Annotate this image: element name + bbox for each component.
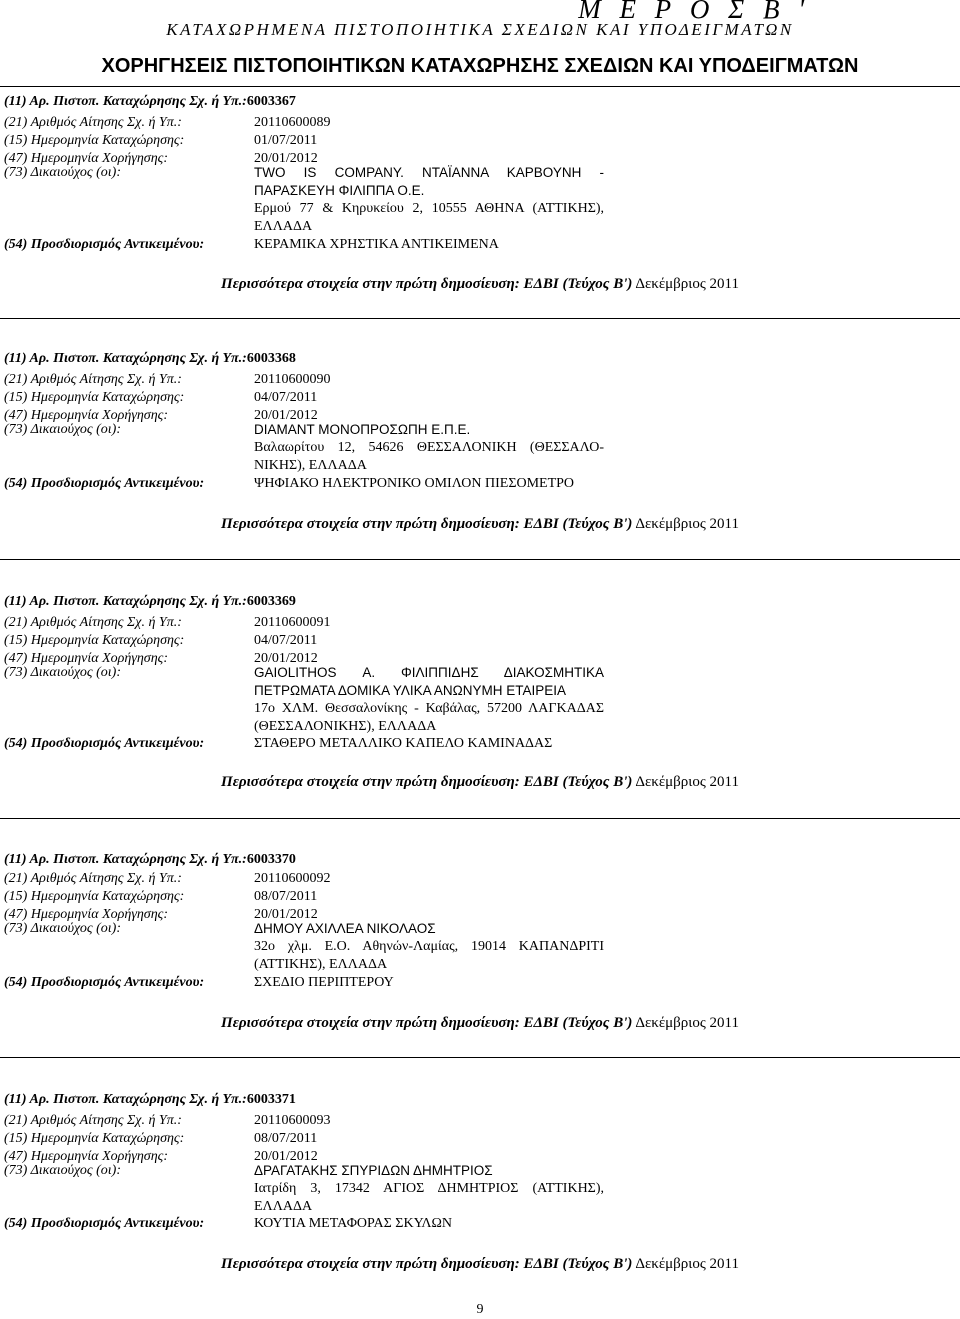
filing-date-label: (15) Ημερομηνία Καταχώρησης: bbox=[4, 633, 185, 648]
product: ΣΤΑΘΕΡΟ ΜΕΤΑΛΛΙΚΟ ΚΑΠΕΛΟ ΚΑΜΙΝΑΔΑΣ bbox=[254, 736, 553, 751]
product: ΚΕΡΑΜΙΚΑ ΧΡΗΣΤΙΚΑ ΑΝΤΙΚΕΙΜΕΝΑ bbox=[254, 237, 499, 252]
grant-date-label: (47) Ημερομηνία Χορήγησης: bbox=[4, 151, 168, 166]
page-number: 9 bbox=[476, 1302, 484, 1317]
record-title: (11) Αρ. Πιστοπ. Καταχώρησης Σχ. ή Υπ.:6003369 bbox=[4, 594, 296, 609]
holder-name: GAIOLITHOS Α. ΦΙΛΙΠΠΙΔΗΣ ΔΙΑΚΟΣΜΗΤΙΚΑ ΠΕΤΡΩΜΑΤΑ ΔΟΜΙΚΑ ΥΛΙΚΑ ΑΝΩΝΥΜΗ ΕΤΑΙΡΕΙΑ bbox=[254, 665, 604, 698]
more-info-date: Δεκέμβριος 2011 bbox=[635, 1015, 739, 1031]
section-title: ΧΟΡΗΓΗΣΕΙΣ ΠΙΣΤΟΠΟΙΗΤΙΚΩΝ ΚΑΤΑΧΩΡΗΣΗΣ ΣΧΕΔΙΩΝ ΚΑΙ ΥΠΟΔΕΙΓΜΑΤΩΝ bbox=[101, 55, 859, 77]
grant-date-label: (47) Ημερομηνία Χορήγησης: bbox=[4, 651, 168, 666]
filing-date: 04/07/2011 bbox=[254, 390, 318, 405]
holder-address: Ερμού 77 & Κηρυκείου 2, 10555 ΑΘΗΝΑ (ΑΤΤΙΚΗΣ), ΕΛΛΑΔΑ bbox=[254, 201, 604, 234]
divider bbox=[0, 1057, 960, 1058]
holders-label: (73) Δικαιούχος (οι): bbox=[4, 165, 121, 180]
record-title: (11) Αρ. Πιστοπ. Καταχώρησης Σχ. ή Υπ.:6003368 bbox=[4, 351, 296, 366]
filing-date: 08/07/2011 bbox=[254, 1131, 318, 1146]
holders bbox=[254, 164, 604, 236]
record-title: (11) Αρ. Πιστοπ. Καταχώρησης Σχ. ή Υπ.:6003371 bbox=[4, 1092, 296, 1107]
divider bbox=[0, 818, 960, 819]
grant-date: 20/01/2012 bbox=[254, 907, 318, 922]
product: ΨΗΦΙΑΚΟ ΗΛΕΚΤΡΟΝΙΚΟ ΟΜΙΛΟΝ ΠΙΕΣΟΜΕΤΡΟ bbox=[254, 476, 575, 491]
divider bbox=[0, 559, 960, 560]
product: ΚΟΥΤΙΑ ΜΕΤΑΦΟΡΑΣ ΣΚΥΛΩΝ bbox=[254, 1216, 453, 1231]
register-heading: ΚΑΤΑΧΩΡΗΜΕΝΑ ΠΙΣΤΟΠΟΙΗΤΙΚΑ ΣΧΕΔΙΩΝ ΚΑΙ ΥΠΟΔΕΙΓΜΑΤΩΝ bbox=[166, 20, 794, 39]
application-no: 20110600092 bbox=[254, 871, 331, 886]
filing-date: 08/07/2011 bbox=[254, 889, 318, 904]
holders-label: (73) Δικαιούχος (οι): bbox=[4, 665, 121, 680]
grant-date: 20/01/2012 bbox=[254, 1149, 318, 1164]
more-info bbox=[0, 1015, 960, 1032]
application-no: 20110600090 bbox=[254, 372, 331, 387]
record-title: (11) Αρ. Πιστοπ. Καταχώρησης Σχ. ή Υπ.:6003367 bbox=[4, 94, 296, 109]
more-info-text: Περισσότερα στοιχεία στην πρώτη δημοσίευση: ΕΔΒΙ (Τεύχος Β') bbox=[221, 516, 633, 532]
more-info-date: Δεκέμβριος 2011 bbox=[635, 516, 739, 532]
divider bbox=[0, 86, 960, 87]
application-no: 20110600093 bbox=[254, 1113, 331, 1128]
divider bbox=[0, 318, 960, 319]
product-label: (54) Προσδιορισμός Αντικειμένου: bbox=[4, 476, 205, 491]
product-label: (54) Προσδιορισμός Αντικειμένου: bbox=[4, 1216, 205, 1231]
grant-date: 20/01/2012 bbox=[254, 651, 318, 666]
filing-date: 01/07/2011 bbox=[254, 133, 318, 148]
application-no-label: (21) Αριθμός Αίτησης Σχ. ή Υπ.: bbox=[4, 1113, 182, 1128]
more-info-text: Περισσότερα στοιχεία στην πρώτη δημοσίευση: ΕΔΒΙ (Τεύχος Β') bbox=[221, 1256, 633, 1272]
grant-date-label: (47) Ημερομηνία Χορήγησης: bbox=[4, 408, 168, 423]
more-info-text: Περισσότερα στοιχεία στην πρώτη δημοσίευση: ΕΔΒΙ (Τεύχος Β') bbox=[221, 276, 633, 292]
holders-label: (73) Δικαιούχος (οι): bbox=[4, 1163, 121, 1178]
more-info bbox=[0, 774, 960, 791]
holder-address: 17ο ΧΛΜ. Θεσσαλονίκης - Καβάλας, 57200 ΛΑΓΚΑΔΑΣ (ΘΕΣΣΑΛΟΝΙΚΗΣ), ΕΛΛΑΔΑ bbox=[254, 701, 604, 734]
grant-date: 20/01/2012 bbox=[254, 408, 318, 423]
application-no-label: (21) Αριθμός Αίτησης Σχ. ή Υπ.: bbox=[4, 372, 182, 387]
holders bbox=[254, 421, 604, 475]
grant-date: 20/01/2012 bbox=[254, 151, 318, 166]
more-info-date: Δεκέμβριος 2011 bbox=[635, 774, 739, 790]
filing-date: 04/07/2011 bbox=[254, 633, 318, 648]
holders bbox=[254, 920, 604, 974]
more-info-date: Δεκέμβριος 2011 bbox=[635, 1256, 739, 1272]
product-label: (54) Προσδιορισμός Αντικειμένου: bbox=[4, 237, 205, 252]
holder-name: DIAMANT ΜΟΝΟΠΡΟΣΩΠΗ Ε.Π.Ε. bbox=[254, 422, 471, 437]
holder-address: 32ο χλμ. Ε.Ο. Αθηνών-Λαμίας, 19014 ΚΑΠΑΝΔΡΙΤΙ (ΑΤΤΙΚΗΣ), ΕΛΛΑΔΑ bbox=[254, 939, 604, 972]
holder-address: Ιατρίδη 3, 17342 ΑΓΙΟΣ ΔΗΜΗΤΡΙΟΣ (ΑΤΤΙΚΗΣ), ΕΛΛΑΔΑ bbox=[254, 1181, 604, 1214]
application-no-label: (21) Αριθμός Αίτησης Σχ. ή Υπ.: bbox=[4, 871, 182, 886]
filing-date-label: (15) Ημερομηνία Καταχώρησης: bbox=[4, 133, 185, 148]
filing-date-label: (15) Ημερομηνία Καταχώρησης: bbox=[4, 390, 185, 405]
filing-date-label: (15) Ημερομηνία Καταχώρησης: bbox=[4, 889, 185, 904]
part-heading: Μ Ε Ρ Ο Σ Β ' bbox=[578, 0, 810, 24]
record-title: (11) Αρ. Πιστοπ. Καταχώρησης Σχ. ή Υπ.:6003370 bbox=[4, 852, 296, 867]
holder-name: TWO IS COMPANY. ΝΤΑΪΑΝΝΑ ΚΑΡΒΟΥΝΗ - ΠΑΡΑΣΚΕΥΗ ΦΙΛΙΠΠΑ Ο.Ε. bbox=[254, 165, 604, 198]
holder-name: ΔΡΑΓΑΤΑΚΗΣ ΣΠΥΡΙΔΩΝ ΔΗΜΗΤΡΙΟΣ bbox=[254, 1163, 493, 1178]
product: ΣΧΕΔΙΟ ΠΕΡΙΠΤΕΡΟΥ bbox=[254, 975, 394, 990]
application-no-label: (21) Αριθμός Αίτησης Σχ. ή Υπ.: bbox=[4, 115, 182, 130]
holder-address: Βαλαωρίτου 12, 54626 ΘΕΣΣΑΛΟΝΙΚΗ (ΘΕΣΣΑΛΟ- ΝΙΚΗΣ), ΕΛΛΑΔΑ bbox=[254, 440, 604, 473]
product-label: (54) Προσδιορισμός Αντικειμένου: bbox=[4, 975, 205, 990]
product-label: (54) Προσδιορισμός Αντικειμένου: bbox=[4, 736, 205, 751]
cert-number: 6003371 bbox=[246, 1092, 296, 1107]
more-info-date: Δεκέμβριος 2011 bbox=[635, 276, 739, 292]
more-info bbox=[0, 276, 960, 293]
application-no: 20110600089 bbox=[254, 115, 331, 130]
holders-label: (73) Δικαιούχος (οι): bbox=[4, 921, 121, 936]
holders-label: (73) Δικαιούχος (οι): bbox=[4, 422, 121, 437]
cert-number: 6003368 bbox=[246, 351, 296, 366]
cert-number: 6003370 bbox=[246, 852, 296, 867]
more-info bbox=[0, 516, 960, 533]
cert-number: 6003369 bbox=[246, 594, 296, 609]
holder-name: ΔΗΜΟΥ ΑΧΙΛΛΕΑ ΝΙΚΟΛΑΟΣ bbox=[254, 921, 436, 936]
more-info-text: Περισσότερα στοιχεία στην πρώτη δημοσίευση: ΕΔΒΙ (Τεύχος Β') bbox=[221, 774, 633, 790]
more-info bbox=[0, 1256, 960, 1273]
holders bbox=[254, 1162, 604, 1216]
filing-date-label: (15) Ημερομηνία Καταχώρησης: bbox=[4, 1131, 185, 1146]
holders bbox=[254, 664, 604, 736]
grant-date-label: (47) Ημερομηνία Χορήγησης: bbox=[4, 907, 168, 922]
more-info-text: Περισσότερα στοιχεία στην πρώτη δημοσίευση: ΕΔΒΙ (Τεύχος Β') bbox=[221, 1015, 633, 1031]
grant-date-label: (47) Ημερομηνία Χορήγησης: bbox=[4, 1149, 168, 1164]
cert-number: 6003367 bbox=[246, 94, 296, 109]
application-no-label: (21) Αριθμός Αίτησης Σχ. ή Υπ.: bbox=[4, 615, 182, 630]
application-no: 20110600091 bbox=[254, 615, 331, 630]
